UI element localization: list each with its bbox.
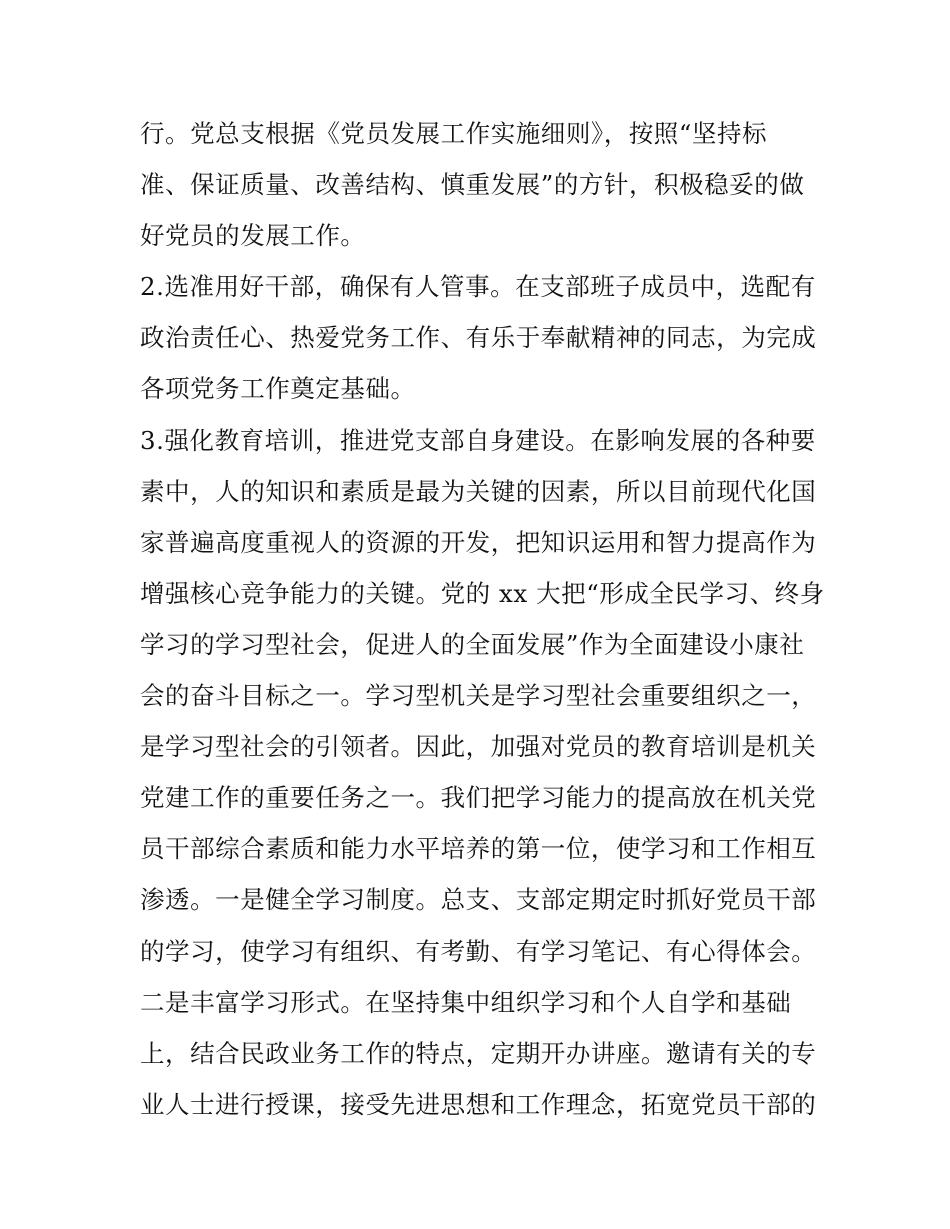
text-line-11: 学习的学习型社会，促进人的全面发展”作为全面建设小康社 <box>140 629 805 659</box>
text-line-13: 是学习型社会的引领者。因此，加强对党员的教育培训是机关 <box>140 732 817 762</box>
text-line-17: 的学习，使学习有组织、有考勤、有学习笔记、有心得体会。 <box>140 936 817 966</box>
text-line-4: 2.选准用好干部，确保有人管事。在支部班子成员中，选配有 <box>140 272 816 302</box>
text-line-14: 党建工作的重要任务之一。我们把学习能力的提高放在机关党 <box>140 783 817 813</box>
text-line-15: 员干部综合素质和能力水平培养的第一位，使学习和工作相互 <box>140 834 817 864</box>
text-line-10: 增强核心竞争能力的关键。党的 xx 大把“形成全民学习、终身 <box>140 578 825 608</box>
text-line-20: 业人士进行授课，接受先进思想和工作理念，拓宽党员干部的 <box>140 1089 817 1119</box>
text-line-9: 家普遍高度重视人的资源的开发，把知识运用和智力提高作为 <box>140 527 817 557</box>
text-line-1: 行。党总支根据《党员发展工作实施细则》，按照“坚持标 <box>140 119 768 148</box>
text-line-2: 准、保证质量、改善结构、慎重发展”的方针，积极稳妥的做 <box>140 170 805 200</box>
text-line-6: 各项党务工作奠定基础。 <box>140 374 416 404</box>
text-line-8: 素中，人的知识和素质是最为关键的因素，所以目前现代化国 <box>140 476 817 506</box>
body-text <box>140 108 840 1130</box>
text-line-3: 好党员的发展工作。 <box>140 221 366 251</box>
text-line-18: 二是丰富学习形式。在坚持集中组织学习和个人自学和基础 <box>140 987 792 1017</box>
text-line-5: 政治责任心、热爱党务工作、有乐于奉献精神的同志，为完成 <box>140 323 817 353</box>
text-line-16: 渗透。一是健全学习制度。总支、支部定期定时抓好党员干部 <box>140 885 817 915</box>
text-line-7: 3.强化教育培训，推进党支部自身建设。在影响发展的各种要 <box>140 425 816 455</box>
text-line-12: 会的奋斗目标之一。学习型机关是学习型社会重要组织之一， <box>140 681 817 711</box>
text-line-19: 上，结合民政业务工作的特点，定期开办讲座。邀请有关的专 <box>140 1038 817 1068</box>
